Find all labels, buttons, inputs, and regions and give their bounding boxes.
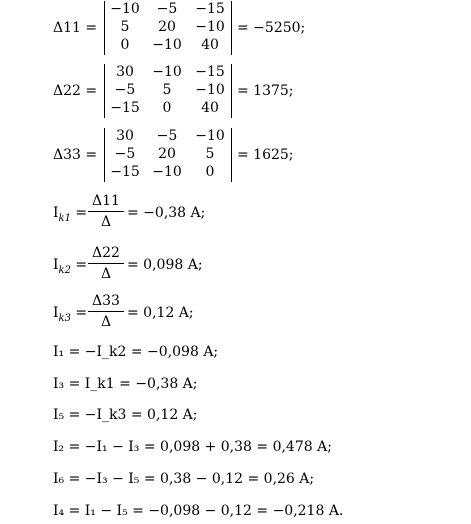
fraction-denominator: Δ xyxy=(100,314,112,330)
matrix-cell: 20 xyxy=(158,146,176,162)
branch-equation: I₁ = −I_k2 = −0,098 A; xyxy=(53,344,219,360)
det-label: Δ33 = xyxy=(53,147,98,163)
fraction-denominator: Δ xyxy=(100,214,112,230)
matrix-cell: 20 xyxy=(158,19,176,35)
det-label: Δ11 = xyxy=(53,20,98,36)
fraction-numerator: Δ11 xyxy=(92,193,120,209)
det-result: = 1625; xyxy=(237,147,294,163)
matrix-cell: −10 xyxy=(152,64,182,80)
matrix-bar-right xyxy=(231,128,232,182)
fraction-rule xyxy=(88,211,124,212)
current-subscript: k3 xyxy=(58,313,71,324)
current-lhs: $I_{k1}$ = xyxy=(53,205,88,224)
determinant-matrix xyxy=(104,64,232,118)
fraction-numerator: Δ33 xyxy=(92,293,120,309)
determinant-matrix xyxy=(104,1,232,55)
current-value: = −0,38 A; xyxy=(127,205,206,221)
matrix-cell: 5 xyxy=(205,146,215,162)
current-value: = 0,098 A; xyxy=(127,257,203,273)
matrix-cell: −15 xyxy=(110,164,140,180)
matrix-cell: −5 xyxy=(156,128,178,144)
matrix-cell: 30 xyxy=(116,128,134,144)
current-lhs: $I_{k3}$ = xyxy=(53,305,88,324)
det-result: = −5250; xyxy=(237,20,306,36)
current-subscript: k2 xyxy=(58,265,71,276)
branch-equation: I₄ = I₁ − I₅ = −0,098 − 0,12 = −0,218 A. xyxy=(53,503,344,519)
matrix-cell: −5 xyxy=(114,146,136,162)
fraction xyxy=(88,246,124,281)
matrix-cell: −5 xyxy=(156,1,178,17)
det-result: = 1375; xyxy=(237,83,294,99)
det-label: Δ22 = xyxy=(53,83,98,99)
matrix-cell: −10 xyxy=(110,1,140,17)
matrix-cell: −10 xyxy=(195,19,225,35)
branch-equation: I₃ = I_k1 = −0,38 A; xyxy=(53,376,198,392)
fraction-denominator: Δ xyxy=(100,266,112,282)
current-symbol: I xyxy=(53,305,59,321)
matrix-cell: −5 xyxy=(114,82,136,98)
fraction-rule xyxy=(88,311,124,312)
current-lhs: $I_{k2}$ = xyxy=(53,257,88,276)
matrix-cell: 0 xyxy=(205,164,215,180)
matrix-cell: 40 xyxy=(201,37,219,53)
matrix-cell: 5 xyxy=(120,19,130,35)
matrix-cell: −15 xyxy=(195,1,225,17)
fraction-rule xyxy=(88,263,124,264)
matrix-cell: 0 xyxy=(120,37,130,53)
matrix-cell: −10 xyxy=(195,128,225,144)
current-value: = 0,12 A; xyxy=(127,305,194,321)
matrix-cell: 40 xyxy=(201,100,219,116)
matrix-bar-right xyxy=(231,64,232,118)
matrix-cell: 0 xyxy=(162,100,172,116)
current-symbol: I xyxy=(53,257,59,273)
branch-equation: I₅ = −I_k3 = 0,12 A; xyxy=(53,407,198,423)
current-subscript: k1 xyxy=(58,213,71,224)
matrix-cell: −10 xyxy=(152,164,182,180)
matrix-cell: −15 xyxy=(195,64,225,80)
fraction-numerator: Δ22 xyxy=(92,245,120,261)
matrix-bar-right xyxy=(231,1,232,55)
determinant-matrix xyxy=(104,128,232,182)
matrix-cell: 5 xyxy=(162,82,172,98)
current-symbol: I xyxy=(53,205,59,221)
matrix-cell: 30 xyxy=(116,64,134,80)
fraction xyxy=(88,194,124,229)
matrix-cell: −15 xyxy=(110,100,140,116)
matrix-cell: −10 xyxy=(152,37,182,53)
branch-equation: I₆ = −I₃ − I₅ = 0,38 − 0,12 = 0,26 A; xyxy=(53,471,315,487)
fraction xyxy=(88,294,124,329)
matrix-cell: −10 xyxy=(195,82,225,98)
branch-equation: I₂ = −I₁ − I₃ = 0,098 + 0,38 = 0,478 A; xyxy=(53,439,332,455)
